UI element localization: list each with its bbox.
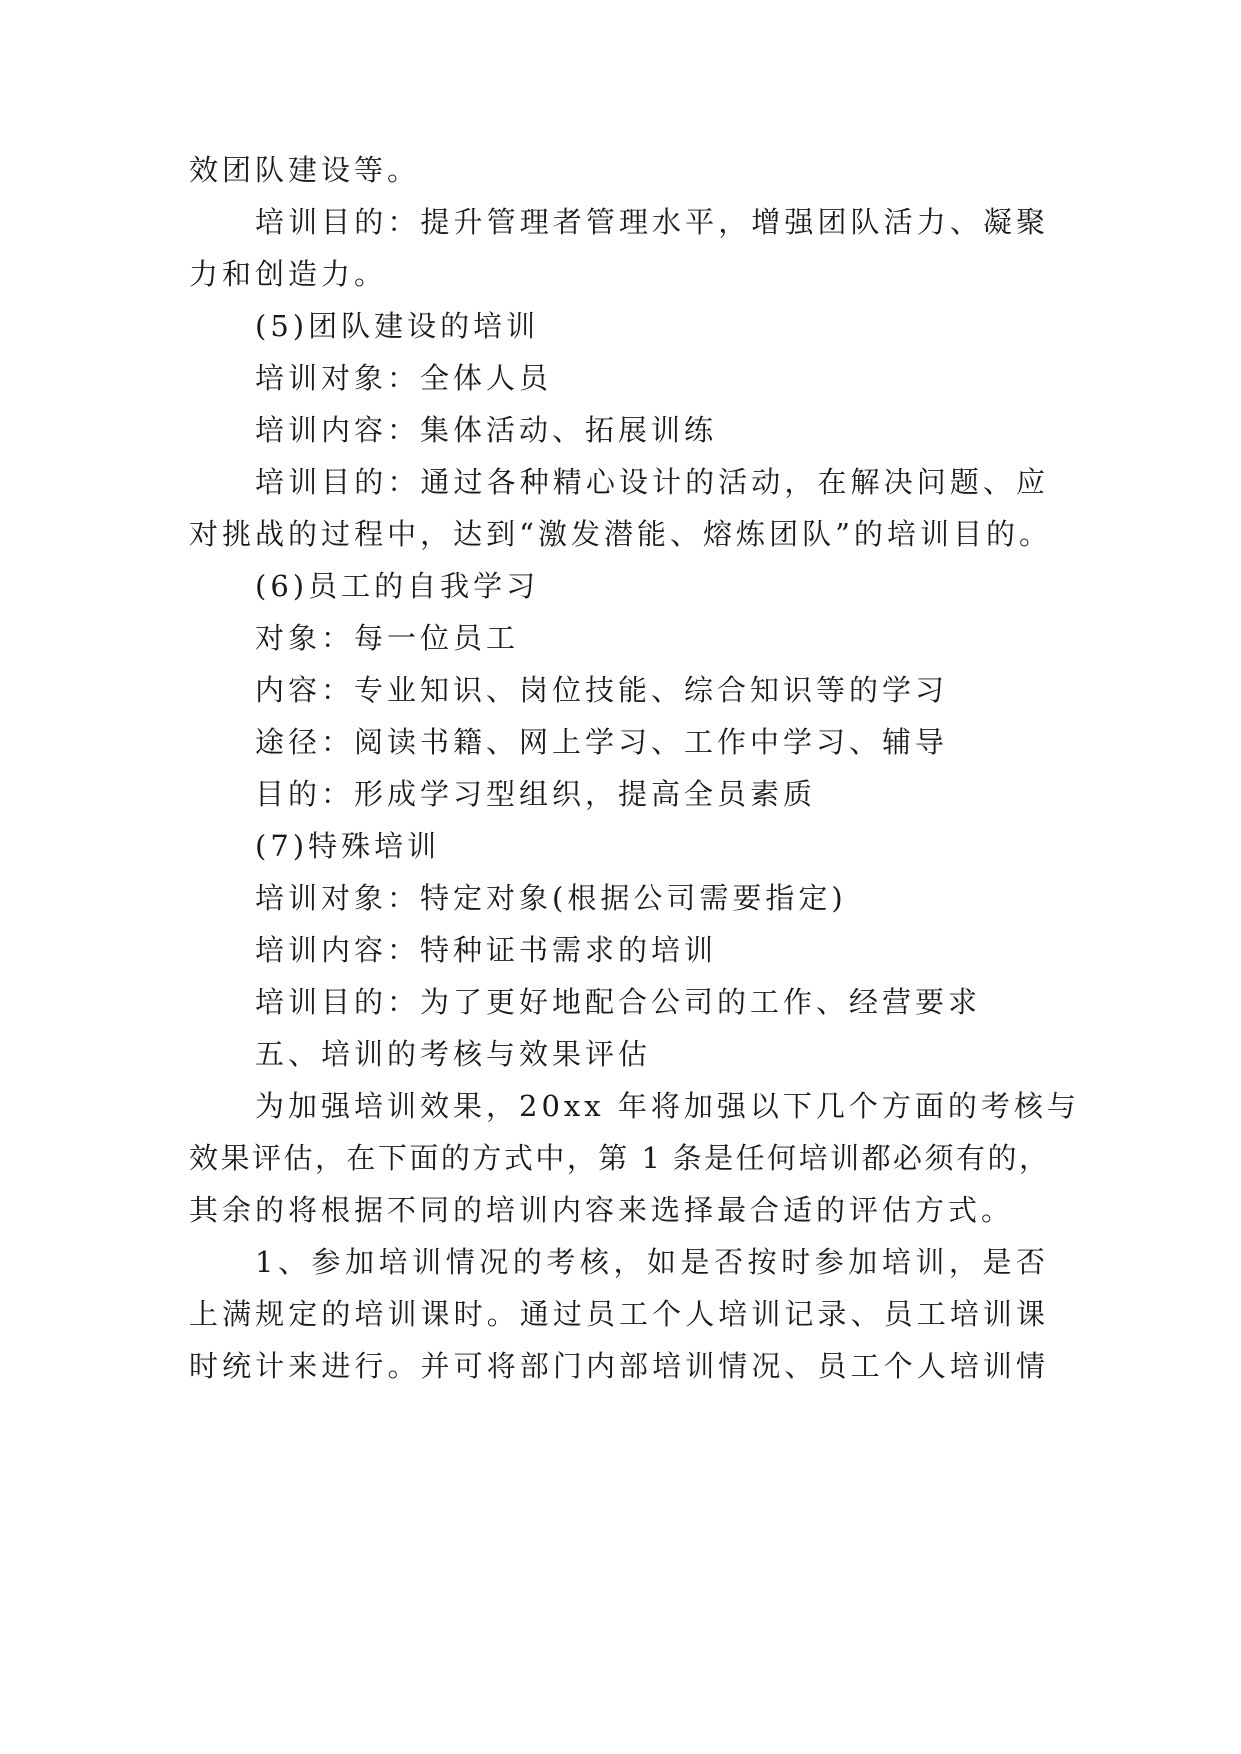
paragraph-line: 目的：形成学习型组织，提高全员素质 <box>255 777 817 811</box>
paragraph-line: 为加强培训效果，20xx 年将加强以下几个方面的考核与 <box>255 1089 1080 1123</box>
paragraph-line: 对象：每一位员工 <box>255 621 520 655</box>
paragraph-line: 1、参加培训情况的考核，如是否按时参加培训，是否 <box>255 1245 1049 1279</box>
paragraph-line: 途径：阅读书籍、网上学习、工作中学习、辅导 <box>255 725 949 759</box>
section-heading: (6)员工的自我学习 <box>255 569 540 603</box>
paragraph-line: 培训对象：特定对象(根据公司需要指定) <box>255 881 847 915</box>
paragraph-line: 培训目的：为了更好地配合公司的工作、经营要求 <box>255 985 982 1019</box>
section-heading: 五、培训的考核与效果评估 <box>255 1037 652 1071</box>
paragraph-line: 时统计来进行。并可将部门内部培训情况、员工个人培训情 <box>189 1349 1049 1383</box>
paragraph-line: 培训内容：集体活动、拓展训练 <box>255 413 718 447</box>
section-heading: (7)特殊培训 <box>255 829 441 863</box>
paragraph-line: 培训目的：通过各种精心设计的活动，在解决问题、应 <box>255 465 1049 499</box>
paragraph-line: 力和创造力。 <box>189 257 388 291</box>
paragraph-line: 培训目的：提升管理者管理水平，增强团队活力、凝聚 <box>255 205 1049 239</box>
paragraph-line: 效果评估，在下面的方式中，第 1 条是任何培训都必须有的， <box>189 1141 1049 1175</box>
paragraph-line: 对挑战的过程中，达到“激发潜能、熔炼团队”的培训目的。 <box>189 517 1049 551</box>
paragraph-line: 其余的将根据不同的培训内容来选择最合适的评估方式。 <box>189 1193 1015 1227</box>
paragraph-line: 内容：专业知识、岗位技能、综合知识等的学习 <box>255 673 949 707</box>
paragraph-line: 培训内容：特种证书需求的培训 <box>255 933 718 967</box>
paragraph-line: 培训对象：全体人员 <box>255 361 553 395</box>
paragraph-line: 效团队建设等。 <box>189 153 421 187</box>
paragraph-line: 上满规定的培训课时。通过员工个人培训记录、员工培训课 <box>189 1297 1049 1331</box>
section-heading: (5)团队建设的培训 <box>255 309 540 343</box>
